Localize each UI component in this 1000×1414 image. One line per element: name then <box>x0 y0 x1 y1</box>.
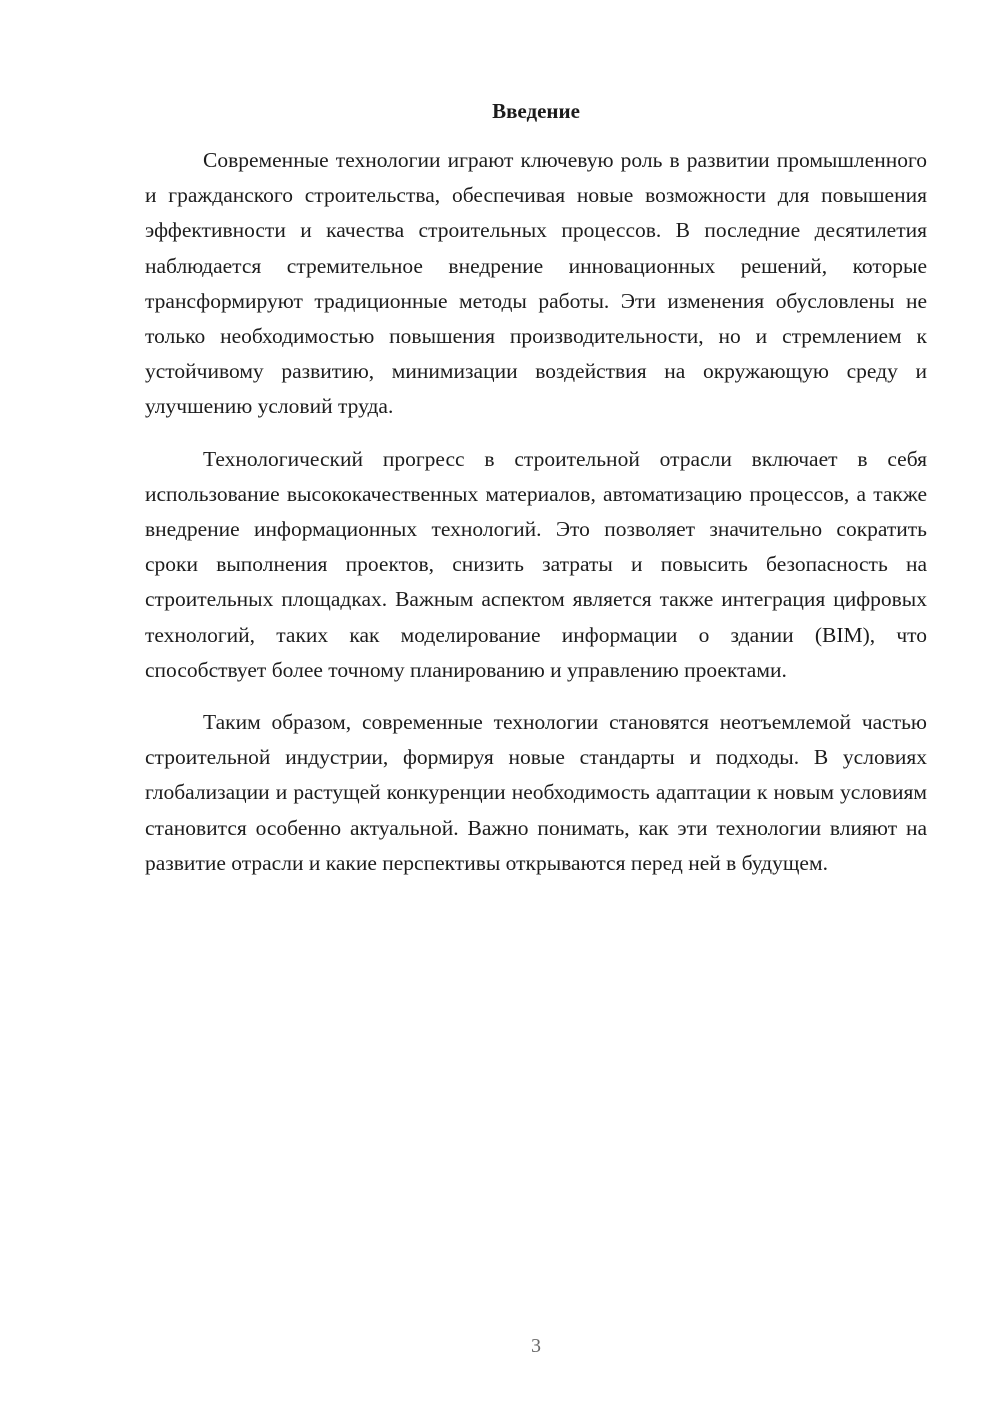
section-heading: Введение <box>492 99 580 123</box>
paragraph-2: Технологический прогресс в строительной отрасли включает в себя использование высококачественных материалов, автоматизацию процессов, а также внедрение информационных технологий. Это позволяет значительно сократить сроки выполнения проектов, снизить затраты и повысить безопасность на строительных площадках. Важным аспектом является также интеграция цифровых технологий, таких как моделирование информации о здании (BIM), что способствует более точному планированию и управлению проектами. <box>145 446 927 682</box>
paragraph-1: Современные технологии играют ключевую роль в развитии промышленного и гражданского строительства, обеспечивая новые возможности для повышения эффективности и качества строительных процессов. В последние десятилетия наблюдается стремительное внедрение инновационных решений, которые трансформируют традиционные методы работы. Эти изменения обусловлены не только необходимостью повышения производительности, но и стремлением к устойчивому развитию, минимизации воздействия на окружающую среду и улучшению условий труда. <box>145 148 927 419</box>
page-number: 3 <box>531 1335 541 1357</box>
body-text <box>145 143 927 898</box>
paragraph-3: Таким образом, современные технологии становятся неотъемлемой частью строительной индустрии, формируя новые стандарты и подходы. В условиях глобализации и растущей конкуренции необходимость адаптации к новым условиям становится особенно актуальной. Важно понимать, как эти технологии влияют на развитие отрасли и какие перспективы открываются перед ней в будущем. <box>145 710 927 875</box>
